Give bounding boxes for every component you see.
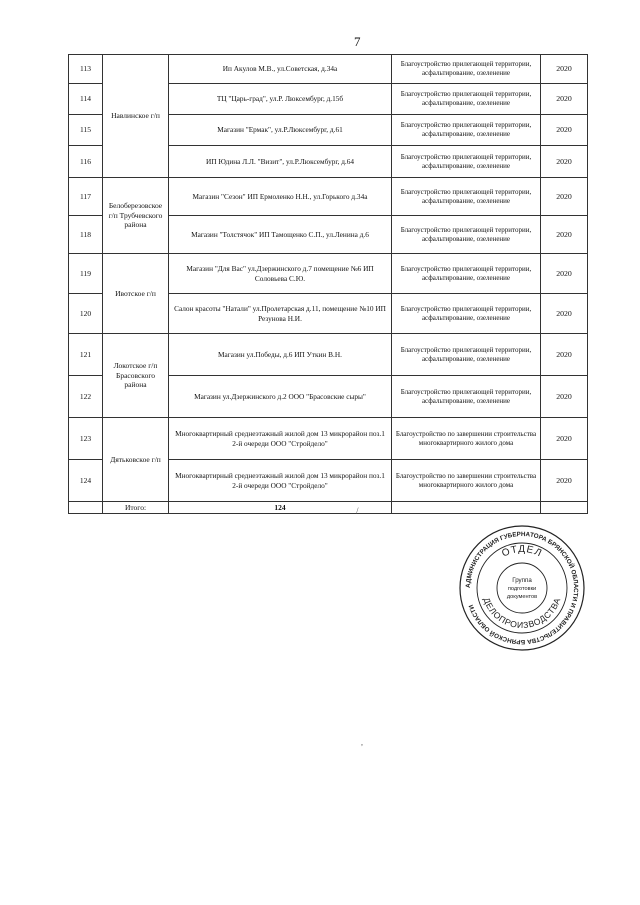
table-row <box>69 178 588 216</box>
row-number: 120 <box>69 294 103 334</box>
total-empty-cell <box>541 502 588 514</box>
table-row <box>69 55 588 84</box>
object-cell: ИП Юдина Л.Л. "Визит", ул.Р.Люксембург, д.64 <box>169 146 392 178</box>
row-number: 117 <box>69 178 103 216</box>
row-number: 116 <box>69 146 103 178</box>
row-number: 123 <box>69 418 103 460</box>
district-cell: Ивотское г/п <box>103 254 169 334</box>
pen-mark: / <box>356 506 359 516</box>
total-label: Итого: <box>103 502 169 514</box>
object-cell: Многоквартирный среднеэтажный жилой дом 13 микрорайон поз.1 2-й очереди ООО "Стройдело" <box>169 418 392 460</box>
row-number: 121 <box>69 334 103 376</box>
total-value: 124 <box>169 502 392 514</box>
year-cell: 2020 <box>541 294 588 334</box>
work-cell: Благоустройство прилегающей территории, асфальтирование, озеленение <box>392 55 541 84</box>
year-cell: 2020 <box>541 115 588 146</box>
table-row <box>69 254 588 294</box>
stamp-dept-bottom: ДЕЛОПРОИЗВОДСТВА <box>481 596 563 631</box>
district-cell: Дятьковское г/п <box>103 418 169 502</box>
stamp-dept-top: ОТДЕЛ <box>500 543 544 560</box>
object-cell: Ип Акулов М.В., ул.Советская, д.34а <box>169 55 392 84</box>
year-cell: 2020 <box>541 418 588 460</box>
row-number: 124 <box>69 460 103 502</box>
objects-table <box>68 54 588 514</box>
total-row <box>69 502 588 514</box>
year-cell: 2020 <box>541 55 588 84</box>
district-cell: Локотское г/п Брасовского района <box>103 334 169 418</box>
work-cell: Благоустройство прилегающей территории, асфальтирование, озеленение <box>392 178 541 216</box>
stamp-center-line: документов <box>506 594 538 600</box>
object-cell: Магазин "Толстячок" ИП Тамощенко С.П., ул.Ленина д.6 <box>169 216 392 254</box>
table-row <box>69 418 588 460</box>
work-cell: Благоустройство прилегающей территории, асфальтирование, озеленение <box>392 376 541 418</box>
year-cell: 2020 <box>541 216 588 254</box>
object-cell: Магазин "Для Вас" ул.Дзержинского д.7 помещение №6 ИП Соловьева С.Ю. <box>169 254 392 294</box>
year-cell: 2020 <box>541 84 588 115</box>
row-number: 113 <box>69 55 103 84</box>
row-number: 115 <box>69 115 103 146</box>
object-cell: Магазин "Ермак", ул.Р.Люксембург, д.61 <box>169 115 392 146</box>
object-cell: Магазин ул.Победы, д.6 ИП Уткин В.Н. <box>169 334 392 376</box>
year-cell: 2020 <box>541 254 588 294</box>
year-cell: 2020 <box>541 334 588 376</box>
work-cell: Благоустройство прилегающей территории, асфальтирование, озеленение <box>392 115 541 146</box>
stamp-ring-text: АДМИНИСТРАЦИЯ ГУБЕРНАТОРА БРЯНСКОЙ ОБЛАСТИ И ПРАВИТЕЛЬСТВА БРЯНСКОЙ ОБЛАСТИ <box>464 530 580 646</box>
object-cell: Магазин "Сезон" ИП Ермоленко Н.Н., ул.Горького д.34а <box>169 178 392 216</box>
row-number: 118 <box>69 216 103 254</box>
year-cell: 2020 <box>541 376 588 418</box>
work-cell: Благоустройство прилегающей территории, асфальтирование, озеленение <box>392 334 541 376</box>
work-cell: Благоустройство прилегающей территории, асфальтирование, озеленение <box>392 84 541 115</box>
work-cell: Благоустройство прилегающей территории, асфальтирование, озеленение <box>392 294 541 334</box>
object-cell: Магазин ул.Дзержинского д.2 ООО "Брасовские сыры" <box>169 376 392 418</box>
district-cell: Навлинское г/п <box>103 55 169 178</box>
department-stamp <box>458 524 586 652</box>
row-number: 122 <box>69 376 103 418</box>
object-cell: Многоквартирный среднеэтажный жилой дом 13 микрорайон поз.1 2-й очереди ООО "Стройдело" <box>169 460 392 502</box>
table-row <box>69 334 588 376</box>
object-cell: ТЦ "Царь-град", ул.Р. Люксембург, д.15б <box>169 84 392 115</box>
stamp-center-line: подготовки <box>507 586 537 592</box>
year-cell: 2020 <box>541 146 588 178</box>
work-cell: Благоустройство по завершении строительства многоквартирного жилого дома <box>392 460 541 502</box>
work-cell: Благоустройство прилегающей территории, асфальтирование, озеленение <box>392 216 541 254</box>
page-number: 7 <box>354 34 361 49</box>
work-cell: Благоустройство прилегающей территории, асфальтирование, озеленение <box>392 146 541 178</box>
pen-mark: , <box>361 738 363 747</box>
row-number: 114 <box>69 84 103 115</box>
row-number: 119 <box>69 254 103 294</box>
object-cell: Салон красоты "Натали" ул.Пролетарская д.11, помещение №10 ИП Резунова Н.И. <box>169 294 392 334</box>
stamp-center-line: Группа <box>512 577 532 584</box>
year-cell: 2020 <box>541 460 588 502</box>
work-cell: Благоустройство по завершении строительства многоквартирного жилого дома <box>392 418 541 460</box>
district-cell: Белоберезовское г/п Трубчевского района <box>103 178 169 254</box>
total-empty-cell <box>392 502 541 514</box>
year-cell: 2020 <box>541 178 588 216</box>
work-cell: Благоустройство прилегающей территории, асфальтирование, озеленение <box>392 254 541 294</box>
total-empty-cell <box>69 502 103 514</box>
